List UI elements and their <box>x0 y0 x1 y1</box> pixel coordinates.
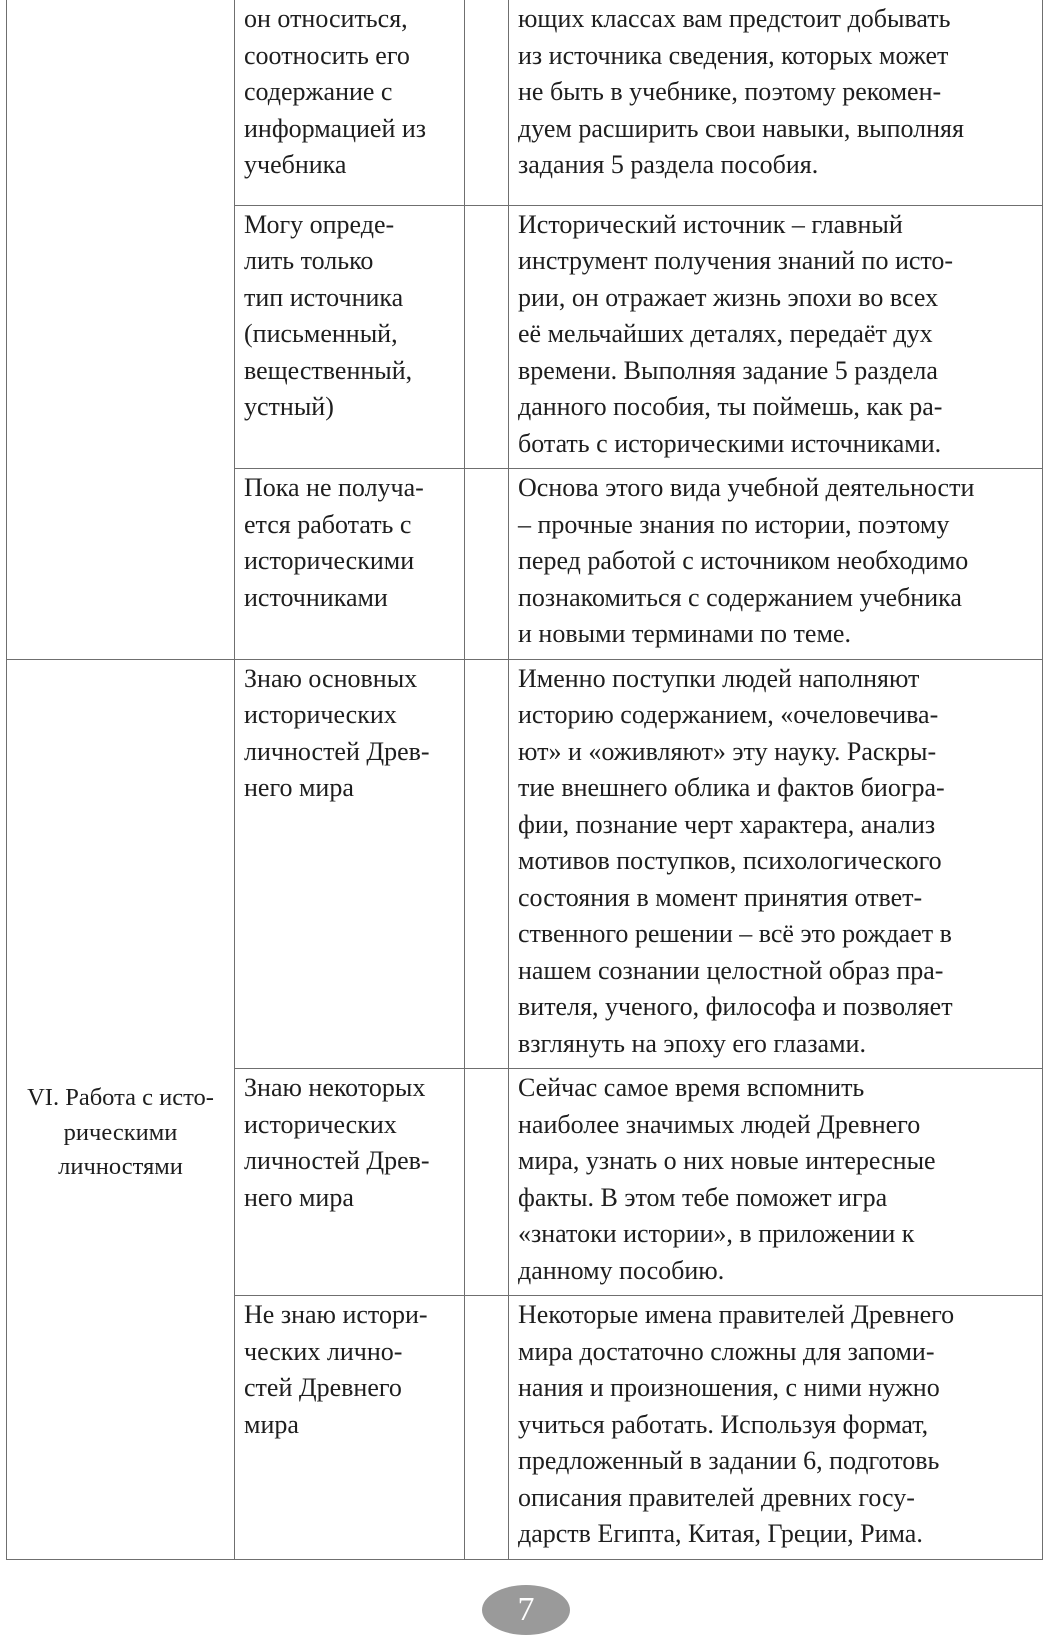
text-line: личностей Древ- <box>244 736 430 766</box>
text-line: мира достаточно сложны для запоми- <box>518 1336 935 1366</box>
mark-cell <box>465 0 509 205</box>
text-line: Некоторые имена правителей Древнего <box>518 1300 955 1329</box>
text-line: наиболее значимых людей Древнего <box>518 1109 921 1139</box>
mark-cell <box>465 205 509 469</box>
text-line: Исторический источник – главный <box>518 209 903 239</box>
text-line: описания правителей древних госу- <box>518 1482 915 1512</box>
level-cell <box>235 0 465 205</box>
page-number: 7 <box>517 1591 535 1628</box>
text-line: личностями <box>58 1153 183 1181</box>
level-cell <box>235 469 465 660</box>
table-row <box>7 659 1043 1069</box>
text-line: дарств Египта, Китая, Греции, Рима. <box>518 1519 923 1548</box>
text-line: тип источника <box>244 282 404 312</box>
text-line: предложенный в задании 6, подготовь <box>518 1446 940 1475</box>
text-line: инструмент получения знаний по исто- <box>518 246 954 275</box>
text-line: лить только <box>244 246 374 275</box>
text-line: данного пособия, ты поймешь, как ра- <box>518 392 943 421</box>
text-line: (письменный, <box>244 319 398 348</box>
text-line: источниками <box>244 582 388 612</box>
text-line: взглянуть на эпоху его глазами. <box>518 1028 866 1058</box>
advice-cell <box>509 469 1043 660</box>
text-line: соотносить его <box>244 40 410 70</box>
text-line: устный) <box>244 392 334 421</box>
text-line: ется работать с <box>244 509 412 539</box>
text-line: «знатоки истории», в приложении к <box>518 1219 915 1248</box>
text-line: ботать с историческими источниками. <box>518 428 942 458</box>
text-line: Могу опреде- <box>244 209 395 239</box>
text-line: не быть в учебнике, поэтому рекомен- <box>518 77 942 106</box>
mark-cell <box>465 1296 509 1560</box>
text-line: фии, познание черт характера, анализ <box>518 809 936 839</box>
text-line: Знаю некоторых <box>244 1073 426 1102</box>
text-line: исторических <box>244 1109 397 1139</box>
text-line: Именно поступки людей наполняют <box>518 663 920 693</box>
self-assessment-table <box>6 0 1043 1560</box>
text-line: рическими <box>63 1118 178 1146</box>
table-body <box>7 0 1043 1559</box>
text-line: ственного решении – всё это рождает в <box>518 919 952 948</box>
level-cell <box>235 659 465 1069</box>
text-line: из источника сведения, которых может <box>518 40 949 70</box>
text-line: нания и произношения, с ними нужно <box>518 1373 940 1402</box>
text-line: тие внешнего облика и фактов биогра- <box>518 773 945 802</box>
page-number-badge <box>482 1585 570 1635</box>
text-line: учиться работать. Используя формат, <box>518 1409 929 1439</box>
text-line: перед работой с источником необходимо <box>518 546 969 575</box>
text-line: Сейчас самое время вспомнить <box>518 1073 865 1102</box>
level-cell <box>235 205 465 469</box>
mark-cell <box>465 1069 509 1296</box>
text-line: рии, он отражает жизнь эпохи во всех <box>518 282 939 312</box>
text-line: и новыми терминами по теме. <box>518 619 851 648</box>
text-line: Основа этого вида учебной деятельности <box>518 473 975 502</box>
text-line: него мира <box>244 1182 354 1212</box>
text-line: мира, узнать о них новые интересные <box>518 1146 936 1175</box>
text-line: её мельчайших деталях, передаёт дух <box>518 319 933 348</box>
advice-cell <box>509 0 1043 205</box>
text-line: Пока не получа- <box>244 473 424 502</box>
advice-cell <box>509 1069 1043 1296</box>
text-line: факты. В этом тебе поможет игра <box>518 1182 888 1212</box>
text-line: него мира <box>244 773 354 802</box>
text-line: нашем сознании целостной образ пра- <box>518 955 944 985</box>
text-line: – прочные знания по истории, поэтому <box>518 509 950 539</box>
text-line: личностей Древ- <box>244 1146 430 1175</box>
text-line: он относиться, <box>244 4 408 33</box>
text-line: данному пособию. <box>518 1255 725 1285</box>
text-line: времени. Выполняя задание 5 раздела <box>518 355 938 385</box>
text-line: историческими <box>244 546 415 575</box>
text-line: ют» и «оживляют» эту науку. Раскры- <box>518 736 937 766</box>
text-line: познакомиться с содержанием учебника <box>518 582 962 612</box>
text-line: вещественный, <box>244 355 413 385</box>
text-line: содержание с <box>244 77 393 106</box>
text-line: ческих лично- <box>244 1336 403 1366</box>
level-cell <box>235 1296 465 1560</box>
text-line: Не знаю истори- <box>244 1300 428 1329</box>
text-line: Знаю основных <box>244 663 418 693</box>
text-line: историю содержанием, «очеловечива- <box>518 700 939 729</box>
text-line: дуем расширить свои навыки, выполняя <box>518 113 964 143</box>
text-line: исторических <box>244 700 397 729</box>
text-line: задания 5 раздела пособия. <box>518 150 819 179</box>
text-line: мира <box>244 1409 299 1439</box>
text-line: состояния в момент принятия ответ- <box>518 882 923 912</box>
text-line: ющих классах вам предстоит добывать <box>518 4 951 33</box>
level-cell <box>235 1069 465 1296</box>
text-line: учебника <box>244 150 347 179</box>
text-line: вителя, ученого, философа и позволяет <box>518 992 953 1021</box>
text-line: информацией из <box>244 113 427 143</box>
text-line: VI. Работа с исто- <box>27 1084 214 1112</box>
table-row <box>7 0 1043 205</box>
mark-cell <box>465 659 509 1069</box>
text-line: стей Древнего <box>244 1373 402 1402</box>
advice-cell <box>509 659 1043 1069</box>
mark-cell <box>465 469 509 660</box>
category-cell <box>7 659 235 1559</box>
text-line: мотивов поступков, психологического <box>518 846 942 875</box>
advice-cell <box>509 1296 1043 1560</box>
category-cell <box>7 0 235 659</box>
advice-cell <box>509 205 1043 469</box>
category-label <box>11 1081 230 1185</box>
